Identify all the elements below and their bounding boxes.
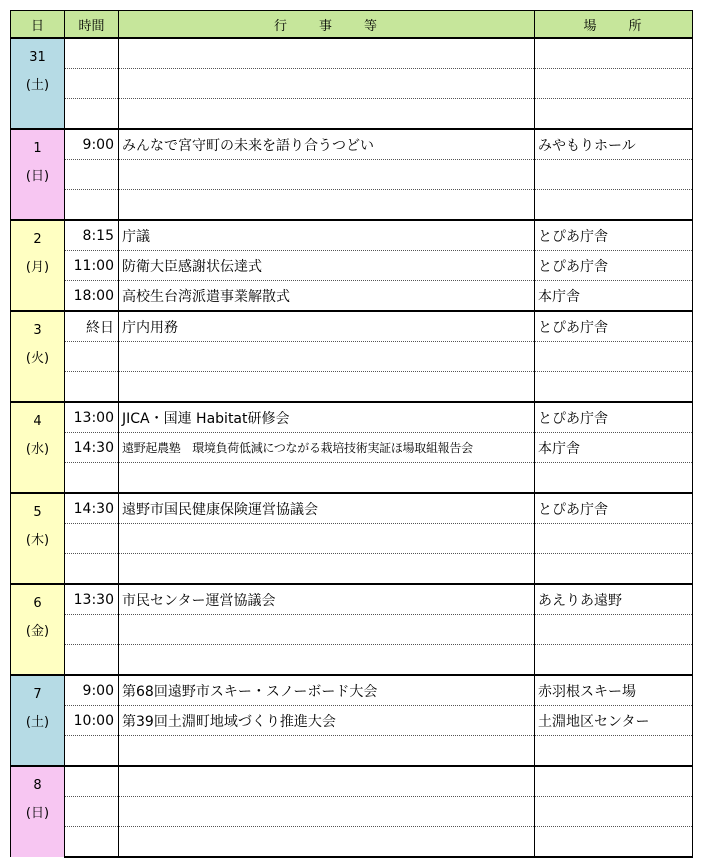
schedule-row [11, 433, 693, 463]
day-weekday: (火) [25, 351, 50, 366]
place-cell: とぴあ庁舎 [535, 402, 693, 433]
schedule-row [11, 38, 693, 69]
time-cell: 14:30 [65, 493, 119, 524]
schedule-row [11, 160, 693, 190]
place-cell: みやもりホール [535, 129, 693, 160]
place-cell [535, 797, 693, 827]
place-cell [535, 160, 693, 190]
schedule-row [11, 129, 693, 160]
schedule-row [11, 99, 693, 130]
event-cell [119, 615, 535, 645]
day-cell [11, 584, 65, 675]
time-cell [65, 736, 119, 767]
day-cell [11, 311, 65, 402]
day-number: 8 [33, 778, 42, 793]
event-cell: 遠野起農塾 環境負荷低減につながる栽培技術実証ほ場取組報告会 [119, 433, 535, 463]
schedule-row [11, 402, 693, 433]
day-cell [11, 766, 65, 857]
event-cell [119, 160, 535, 190]
event-cell: JICA・国連 Habitat研修会 [119, 402, 535, 433]
time-cell [65, 827, 119, 858]
place-cell: 本庁舎 [535, 281, 693, 312]
time-cell [65, 99, 119, 130]
place-cell: 本庁舎 [535, 433, 693, 463]
event-cell [119, 38, 535, 69]
place-cell [535, 342, 693, 372]
day-weekday: (金) [25, 624, 50, 639]
day-weekday: (土) [25, 715, 50, 730]
header-time: 時間 [65, 11, 119, 39]
event-cell: 遠野市国民健康保険運営協議会 [119, 493, 535, 524]
event-cell [119, 797, 535, 827]
time-cell [65, 38, 119, 69]
time-cell: 8:15 [65, 220, 119, 251]
place-cell [535, 524, 693, 554]
schedule-row [11, 827, 693, 858]
time-cell [65, 342, 119, 372]
time-cell: 11:00 [65, 251, 119, 281]
schedule-row [11, 463, 693, 494]
day-weekday: (木) [25, 533, 50, 548]
day-number: 6 [33, 596, 42, 611]
time-cell: 9:00 [65, 129, 119, 160]
time-cell [65, 645, 119, 676]
schedule-row [11, 554, 693, 585]
place-cell [535, 827, 693, 858]
time-cell [65, 615, 119, 645]
day-weekday: (日) [25, 169, 50, 184]
schedule-row [11, 190, 693, 221]
header-row [11, 11, 693, 39]
event-cell [119, 766, 535, 797]
place-cell [535, 99, 693, 130]
time-cell [65, 160, 119, 190]
time-cell [65, 190, 119, 221]
event-cell: 防衛大臣感謝状伝達式 [119, 251, 535, 281]
day-weekday: (月) [25, 260, 50, 275]
place-cell [535, 190, 693, 221]
time-cell: 13:00 [65, 402, 119, 433]
time-cell [65, 524, 119, 554]
schedule-row [11, 524, 693, 554]
place-cell [535, 615, 693, 645]
day-number: 4 [33, 414, 42, 429]
place-cell: とぴあ庁舎 [535, 493, 693, 524]
time-cell: 9:00 [65, 675, 119, 706]
time-cell: 13:30 [65, 584, 119, 615]
place-cell: とぴあ庁舎 [535, 220, 693, 251]
time-cell [65, 797, 119, 827]
time-cell: 14:30 [65, 433, 119, 463]
day-number: 31 [29, 50, 46, 65]
schedule-row [11, 675, 693, 706]
schedule-row [11, 220, 693, 251]
time-cell [65, 463, 119, 494]
schedule-row [11, 69, 693, 99]
day-weekday: (水) [25, 442, 50, 457]
day-cell [11, 220, 65, 311]
event-cell: みんなで宮守町の未来を語り合うつどい [119, 129, 535, 160]
place-cell [535, 463, 693, 494]
day-cell [11, 493, 65, 584]
event-cell: 庁議 [119, 220, 535, 251]
day-cell [11, 402, 65, 493]
schedule-row [11, 251, 693, 281]
schedule-row [11, 797, 693, 827]
place-cell [535, 736, 693, 767]
time-cell [65, 766, 119, 797]
event-cell [119, 645, 535, 676]
day-number: 5 [33, 505, 42, 520]
day-number: 1 [33, 141, 42, 156]
place-cell [535, 372, 693, 403]
event-cell: 高校生台湾派遣事業解散式 [119, 281, 535, 312]
place-cell: とぴあ庁舎 [535, 311, 693, 342]
header-place: 場 所 [535, 11, 693, 39]
event-cell [119, 99, 535, 130]
event-cell [119, 372, 535, 403]
schedule-row [11, 766, 693, 797]
day-weekday: (土) [25, 78, 50, 93]
place-cell: 赤羽根スキー場 [535, 675, 693, 706]
day-number: 2 [33, 232, 42, 247]
day-number: 3 [33, 323, 42, 338]
place-cell: あえりあ遠野 [535, 584, 693, 615]
place-cell [535, 766, 693, 797]
event-cell [119, 69, 535, 99]
place-cell [535, 69, 693, 99]
event-cell: 第39回土淵町地域づくり推進大会 [119, 706, 535, 736]
schedule-row [11, 372, 693, 403]
schedule-table [10, 10, 693, 858]
place-cell [535, 645, 693, 676]
header-event: 行 事 等 [119, 11, 535, 39]
schedule-row [11, 311, 693, 342]
schedule-row [11, 615, 693, 645]
event-cell [119, 190, 535, 221]
schedule-body [11, 38, 693, 857]
event-cell [119, 736, 535, 767]
schedule-row [11, 493, 693, 524]
schedule-row [11, 342, 693, 372]
event-cell [119, 342, 535, 372]
time-cell [65, 69, 119, 99]
place-cell: とぴあ庁舎 [535, 251, 693, 281]
time-cell [65, 372, 119, 403]
event-cell [119, 554, 535, 585]
time-cell [65, 554, 119, 585]
day-number: 7 [33, 687, 42, 702]
event-cell [119, 463, 535, 494]
schedule-row [11, 584, 693, 615]
event-cell: 庁内用務 [119, 311, 535, 342]
event-cell [119, 827, 535, 858]
place-cell [535, 554, 693, 585]
event-cell [119, 524, 535, 554]
schedule-row [11, 281, 693, 312]
event-cell: 第68回遠野市スキー・スノーボード大会 [119, 675, 535, 706]
day-cell [11, 129, 65, 220]
day-weekday: (日) [25, 806, 50, 821]
place-cell [535, 38, 693, 69]
place-cell: 土淵地区センター [535, 706, 693, 736]
schedule-row [11, 736, 693, 767]
header-day: 日 [11, 11, 65, 39]
time-cell: 10:00 [65, 706, 119, 736]
event-cell: 市民センター運営協議会 [119, 584, 535, 615]
schedule-row [11, 645, 693, 676]
time-cell: 終日 [65, 311, 119, 342]
day-cell [11, 675, 65, 766]
schedule-row [11, 706, 693, 736]
time-cell: 18:00 [65, 281, 119, 312]
day-cell [11, 38, 65, 129]
